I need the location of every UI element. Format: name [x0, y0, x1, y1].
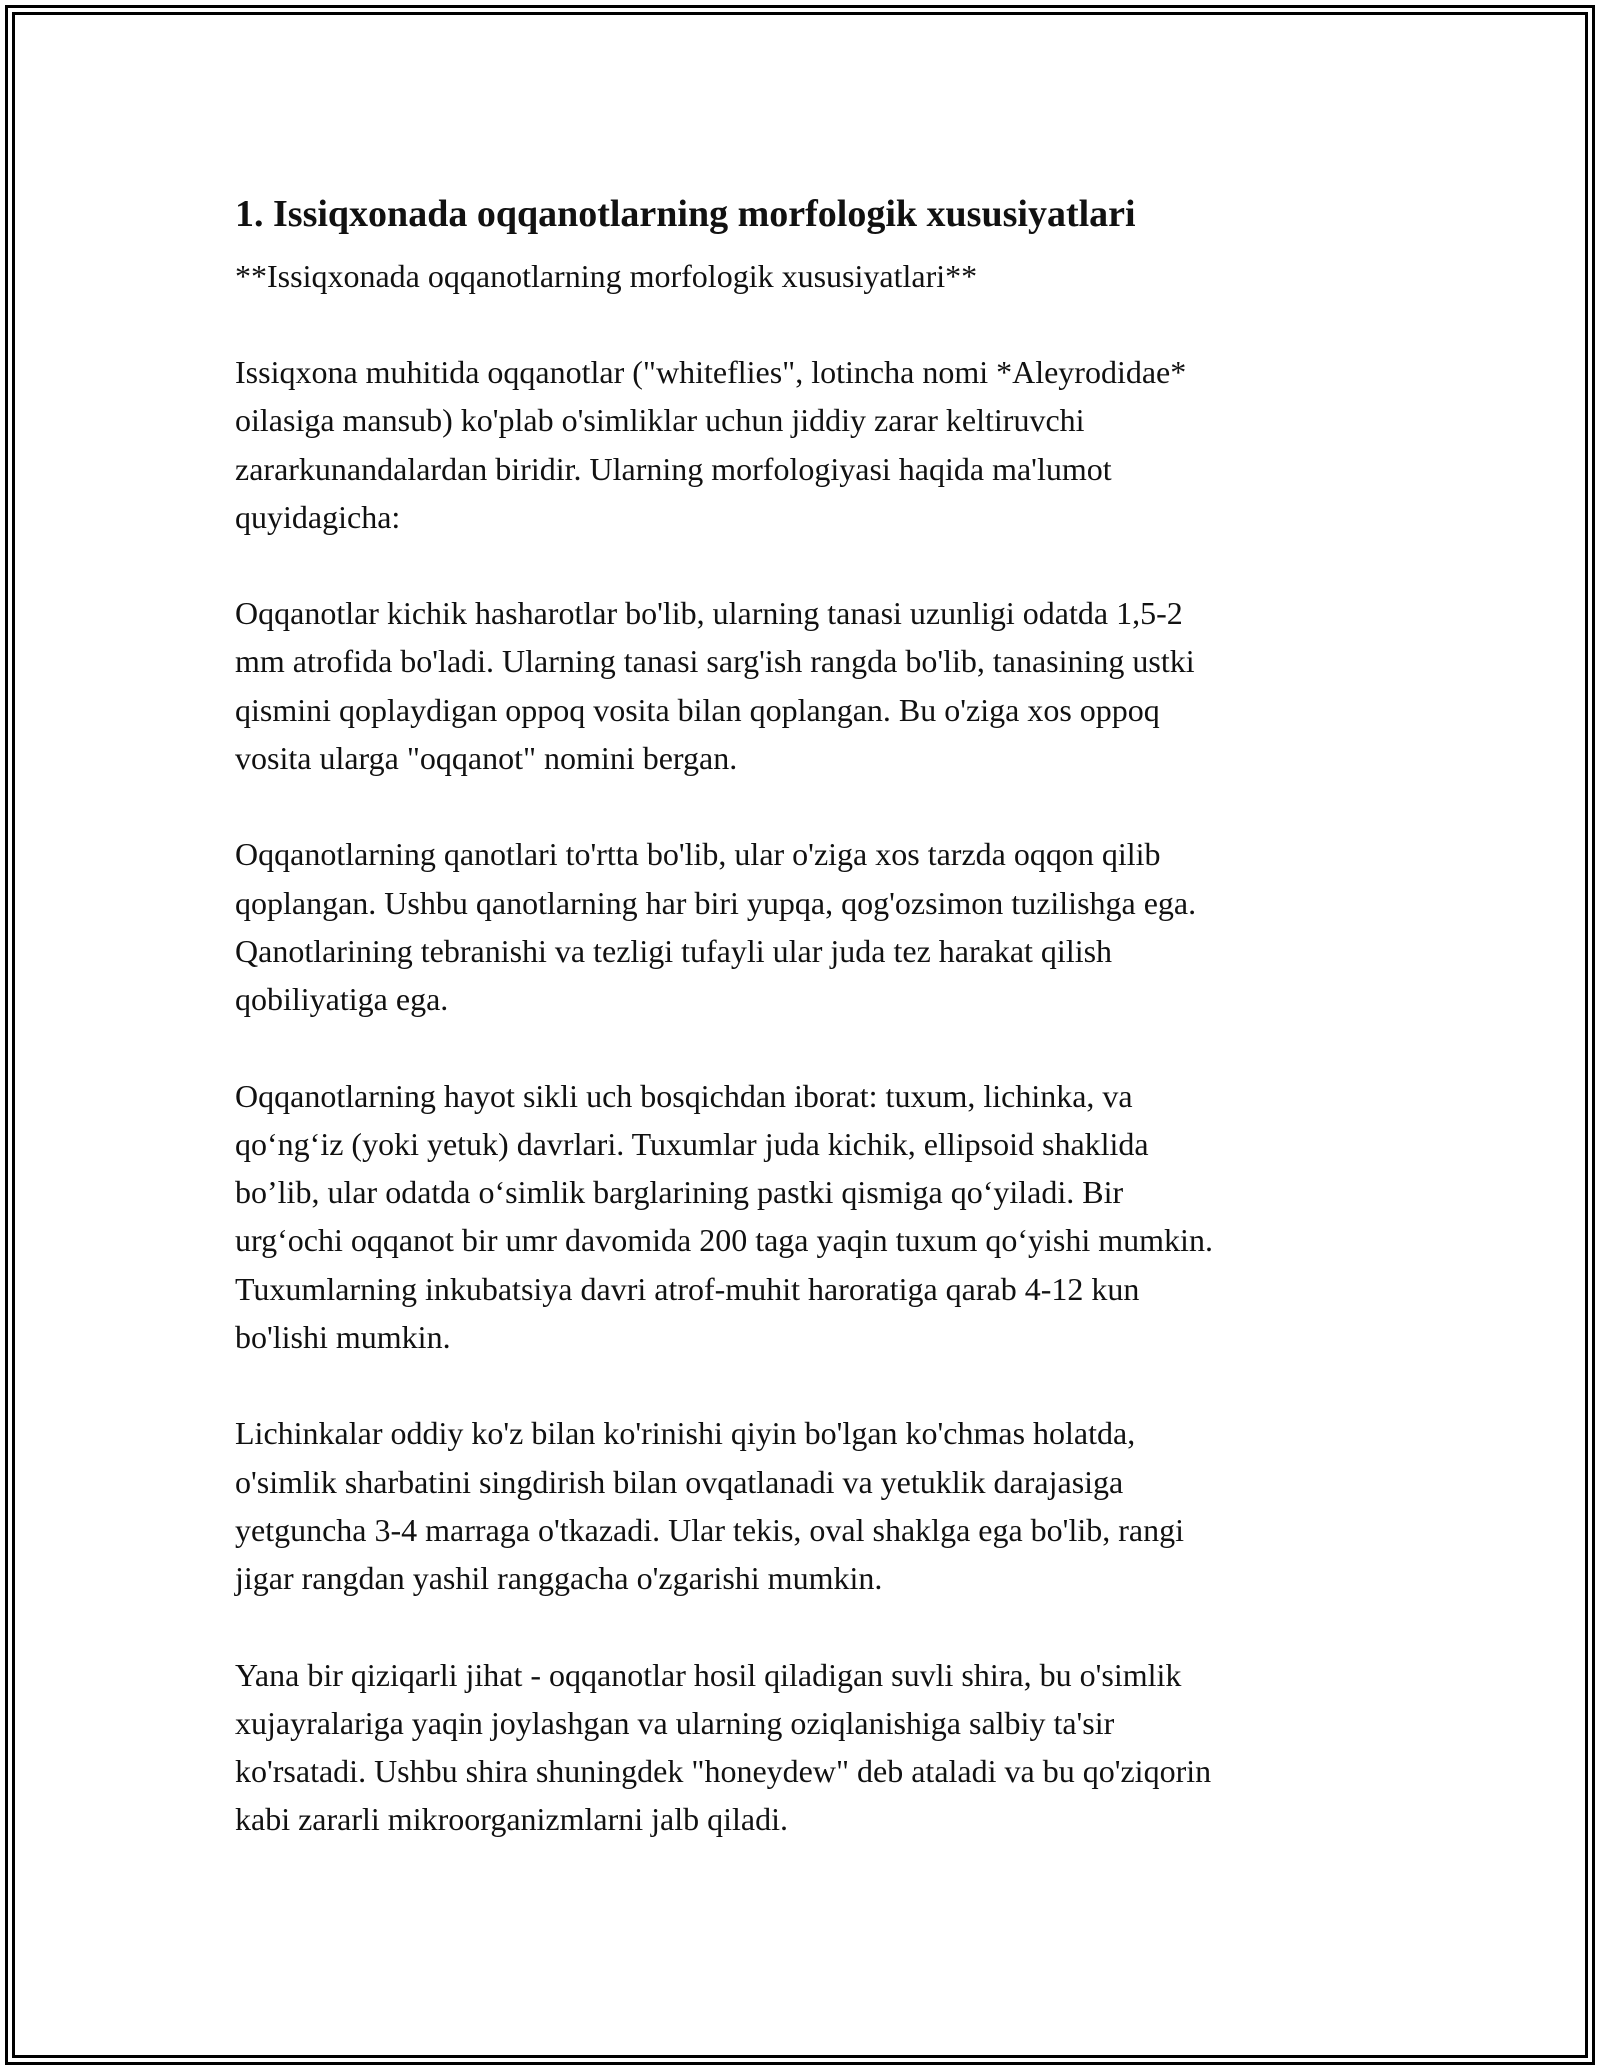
paragraph-honeydew: Yana bir qiziqarli jihat - oqqanotlar hosil qiladigan suvli shira, bu o'simlik xujayralariga yaqin joylashgan va ularning oziqlanishiga salbiy ta'sir ko'rsatadi. Ushbu shira shuningdek "honeydew" deb ataladi va bu qo'ziqorin kabi zararli mikroorganizmlarni jalb qiladi.	[235, 1656, 1212, 1838]
document-subtitle: **Issiqxonada oqqanotlarning morfologik xususiyatlari**	[235, 258, 978, 294]
paragraph-wings: Oqqanotlarning qanotlari to'rtta bo'lib, ular o'ziga xos tarzda oqqon qilib qoplangan. Ushbu qanotlarning har biri yupqa, qog'ozsimon tuzilishga ega. Qanotlarining tebranishi va tezligi tufayli ular juda tez harakat qilish qobiliyatiga ega.	[235, 836, 1197, 1018]
document-title: 1. Issiqxonada oqqanotlarning morfologik xususiyatlari	[235, 193, 1136, 235]
document-body	[235, 186, 1365, 1844]
paragraph-life-cycle: Oqqanotlarning hayot sikli uch bosqichdan iborat: tuxum, lichinka, va qo‘ng‘iz (yoki yetuk) davrlari. Tuxumlar juda kichik, ellipsoid shaklida bo’lib, ular odatda o‘simlik barglarining pastki qismiga qo‘yiladi. Bir urg‘ochi oqqanot bir umr davomida 200 taga yaqin tuxum qo‘yishi mumkin. Tuxumlarning inkubatsiya davri atrof-muhit haroratiga qarab 4-12 kun bo'lishi mumkin.	[235, 1077, 1213, 1356]
paragraph-body-size: Oqqanotlar kichik hasharotlar bo'lib, ularning tanasi uzunligi odatda 1,5-2 mm atrofida bo'ladi. Ularning tanasi sarg'ish rangda bo'lib, tanasining ustki qismini qoplaydigan oppoq vosita bilan qoplangan. Bu o'ziga xos oppoq vosita ularga "oqqanot" nomini bergan.	[235, 595, 1195, 777]
paragraph-intro: Issiqxona muhitida oqqanotlar ("whiteflies", lotincha nomi *Aleyrodidae* oilasiga mansub) ko'plab o'simliklar uchun jiddiy zarar keltiruvchi zararkunandalardan biridir. Ularning morfologiyasi haqida ma'lumot quyidagicha:	[235, 354, 1187, 535]
paragraph-larvae: Lichinkalar oddiy ko'z bilan ko'rinishi qiyin bo'lgan ko'chmas holatda, o'simlik sharbatini singdirish bilan ovqatlanadi va yetuklik darajasiga yetguncha 3-4 marraga o'tkazadi. Ular tekis, oval shaklga ega bo'lib, rangi jigar rangdan yashil ranggacha o'zgarishi mumkin.	[235, 1415, 1184, 1597]
